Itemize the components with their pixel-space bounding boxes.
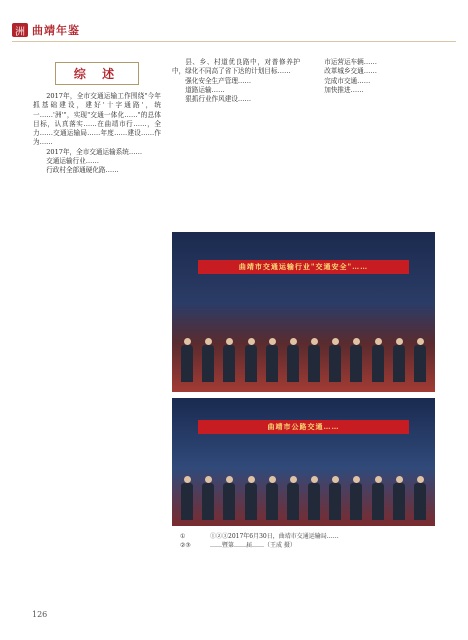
header-divider — [12, 41, 456, 42]
caption-text: ……暨第……届……（王成 摄） — [210, 542, 296, 549]
paragraph: 完成市交通…… — [324, 76, 371, 85]
person-figure — [244, 476, 258, 520]
stage-banner: 曲靖市交通运输行业"交通安全"…… — [198, 260, 408, 274]
text-column-1 — [33, 92, 161, 176]
person-figure — [328, 476, 342, 520]
person-figure — [222, 476, 236, 520]
person-figure — [222, 338, 236, 382]
paragraph: 改革城乡交通…… — [324, 67, 377, 76]
person-figure — [413, 476, 427, 520]
stage-banner: 曲靖市公路交通…… — [198, 420, 408, 434]
person-figure — [413, 338, 427, 382]
person-figure — [180, 338, 194, 382]
caption-number: ① — [180, 533, 186, 540]
person-figure — [265, 476, 279, 520]
paragraph: 行政村全部通硬化路…… — [46, 166, 119, 175]
caption-row — [180, 532, 435, 541]
photo-ceremony-2 — [172, 398, 435, 526]
paragraph: 2017年，全市交通运输工作围绕"今年抓基础建设，建好'十字通路'，统一……'洲'"，实现"交通一体化……"的总体目标，认真落实……在曲靖市行……，全力……交通运输局……年度……建设……作为…… — [33, 92, 161, 147]
section-title: 综 述 — [55, 62, 139, 85]
person-figure — [286, 476, 300, 520]
caption-number: ②③ — [180, 542, 191, 549]
person-figure — [307, 476, 321, 520]
yearbook-logo — [12, 22, 80, 38]
paragraph: 市运营运车辆…… — [324, 58, 377, 66]
person-figure — [265, 338, 279, 382]
paragraph: 强化安全生产管理…… — [185, 76, 252, 85]
caption-row — [180, 541, 435, 550]
photo-ceremony-1 — [172, 232, 435, 392]
person-figure — [328, 338, 342, 382]
person-figure — [371, 338, 385, 382]
person-figure — [286, 338, 300, 382]
paragraph: 县、乡、村道优良路中，对普修养护中，绿化不同高了省下达的计划目标…… — [172, 58, 300, 76]
paragraph: 加快推进…… — [324, 85, 364, 94]
photo-captions — [180, 532, 435, 550]
person-figure — [201, 338, 215, 382]
person-figure — [244, 338, 258, 382]
caption-text: ①②③2017年6月30日，曲靖市交通运输局…… — [210, 533, 339, 540]
page-number: 126 — [32, 610, 48, 619]
person-figure — [392, 476, 406, 520]
person-figure — [180, 476, 194, 520]
person-figure — [201, 476, 215, 520]
person-figure — [307, 338, 321, 382]
person-figure — [349, 476, 363, 520]
person-figure — [392, 338, 406, 382]
text-column-2 — [172, 58, 300, 104]
person-figure — [349, 338, 363, 382]
people-group — [180, 476, 427, 520]
text-column-3 — [311, 58, 435, 95]
paragraph: 2017年，全市交通运输系统…… — [46, 147, 143, 156]
logo-mark: 洲 — [12, 23, 28, 37]
person-figure — [371, 476, 385, 520]
page-header — [0, 0, 468, 50]
paragraph: 道路运输…… — [185, 85, 225, 94]
paragraph: 交通运输行业…… — [46, 157, 99, 166]
people-group — [180, 338, 427, 382]
logo-text: 曲靖年鉴 — [32, 24, 80, 37]
paragraph: 狠抓行业作风建设…… — [185, 95, 252, 104]
